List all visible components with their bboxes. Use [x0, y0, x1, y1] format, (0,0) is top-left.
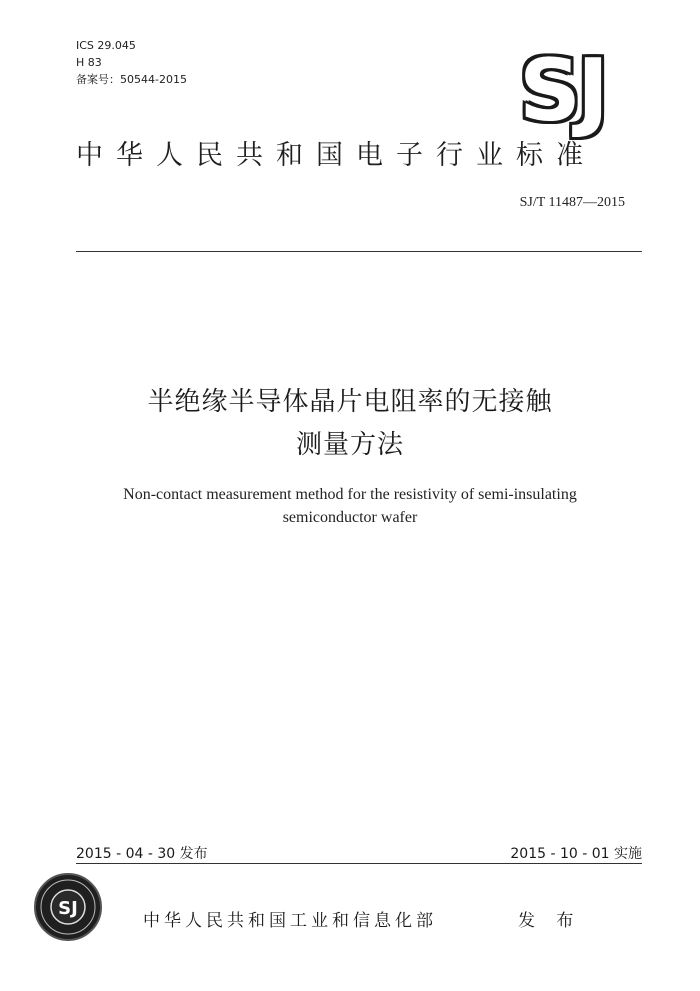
seal-graphic	[36, 875, 100, 939]
standard-code: SJ/T 11487—2015	[519, 195, 625, 210]
sj-logo: SJ	[519, 41, 605, 141]
bottom-divider	[76, 863, 642, 864]
issue-date: 2015 - 04 - 30 发布	[76, 846, 208, 862]
standard-banner: 中华人民共和国电子行业标准	[76, 140, 596, 171]
issuing-organization: 中华人民共和国工业和信息化部	[143, 911, 437, 931]
title-en-line1: Non-contact measurement method for the resistivity of semi-insulating	[123, 486, 577, 503]
seal-text: SJ	[58, 898, 78, 919]
classification-code: H 83	[76, 56, 102, 69]
implementation-date: 2015 - 10 - 01 实施	[510, 846, 642, 862]
title-cn-line1: 半绝缘半导体晶片电阻率的无接触	[147, 387, 553, 417]
ics-code: ICS 29.045	[76, 39, 136, 52]
standards-seal-icon	[34, 873, 102, 941]
filing-number: 备案号：50544-2015	[76, 73, 187, 86]
top-divider	[76, 251, 642, 252]
publish-label: 发 布	[518, 911, 582, 931]
title-en-line2: semiconductor wafer	[282, 509, 418, 526]
title-cn-line2: 测量方法	[295, 430, 404, 460]
